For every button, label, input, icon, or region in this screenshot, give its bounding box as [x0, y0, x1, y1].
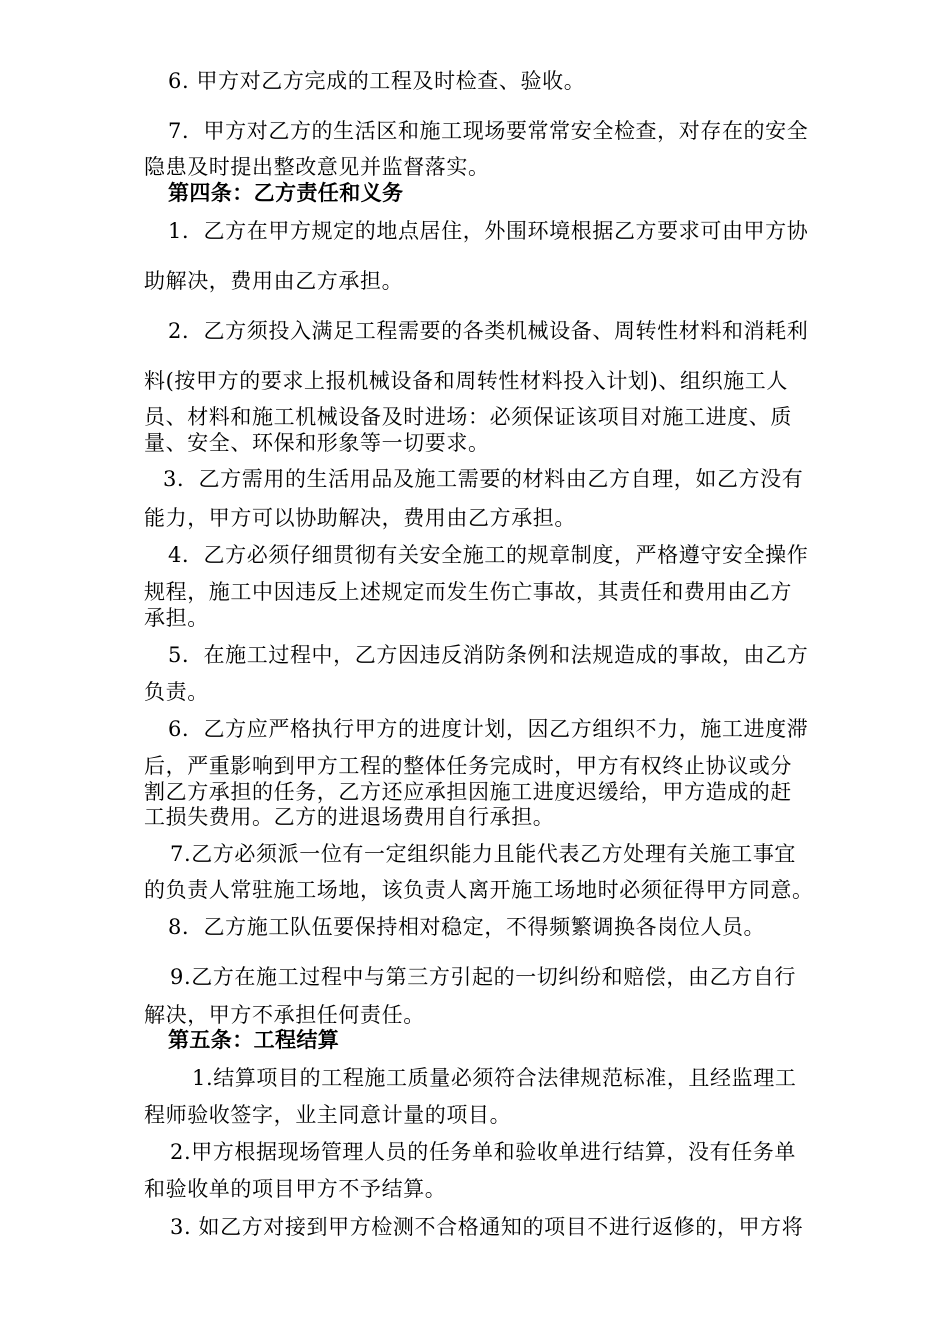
paragraph-line: 7．甲方对乙方的生活区和施工现场要常常安全检查，对存在的安全	[168, 119, 809, 143]
paragraph-line: 承担。	[144, 606, 209, 630]
paragraph-line: 4．乙方必须仔细贯彻有关安全施工的规章制度，严格遵守安全操作	[168, 543, 809, 567]
paragraph-line: 能力，甲方可以协助解决，费用由乙方承担。	[144, 506, 576, 530]
paragraph-line: 负责。	[144, 680, 209, 704]
paragraph-line: 2．乙方须投入满足工程需要的各类机械设备、周转性材料和消耗利	[168, 319, 809, 343]
paragraph-line: 6. 甲方对乙方完成的工程及时检查、验收。	[168, 69, 586, 93]
paragraph-line: 2.甲方根据现场管理人员的任务单和验收单进行结算，没有任务单	[170, 1140, 797, 1164]
paragraph-line: 员、材料和施工机械设备及时进场：必须保证该项目对施工进度、质	[144, 405, 792, 429]
paragraph-line: 6．乙方应严格执行甲方的进度计划，因乙方组织不力，施工进度滞	[168, 717, 809, 741]
paragraph-line: 和验收单的项目甲方不予结算。	[144, 1177, 447, 1201]
paragraph-line: 隐患及时提出整改意见并监督落实。	[144, 155, 490, 179]
paragraph-line: 1.结算项目的工程施工质量必须符合法律规范标准，且经监理工	[192, 1066, 797, 1090]
paragraph-line: 3．乙方需用的生活用品及施工需要的材料由乙方自理，如乙方没有	[163, 467, 804, 491]
paragraph-line: 助解决，费用由乙方承担。	[144, 269, 404, 293]
paragraph-line: 量、安全、环保和形象等一切要求。	[144, 431, 490, 455]
paragraph-line: 7.乙方必须派一位有一定组织能力且能代表乙方处理有关施工事宜	[170, 842, 797, 866]
paragraph-line: 后，严重影响到甲方工程的整体任务完成时，甲方有权终止协议或分	[144, 754, 792, 778]
paragraph-line: 解决，甲方不承担任何责任。	[144, 1003, 425, 1027]
paragraph-line: 3. 如乙方对接到甲方检测不合格通知的项目不进行返修的，甲方将	[170, 1215, 804, 1239]
article-heading: 第五条：工程结算	[168, 1028, 340, 1052]
paragraph-line: 割乙方承担的任务，乙方还应承担因施工进度迟缓给，甲方造成的赶	[144, 780, 792, 804]
paragraph-line: 工损失费用。乙方的进退场费用自行承担。	[144, 805, 555, 829]
paragraph-line: 程师验收签字，业主同意计量的项目。	[144, 1103, 512, 1127]
paragraph-line: 8．乙方施工队伍要保持相对稳定，不得频繁调换各岗位人员。	[168, 915, 766, 939]
article-heading: 第四条：乙方责任和义务	[168, 181, 404, 205]
paragraph-line: 的负责人常驻施工场地，该负责人离开施工场地时必须征得甲方同意。	[144, 878, 814, 902]
paragraph-line: 料(按甲方的要求上报机械设备和周转性材料投入计划)、组织施工人	[144, 369, 788, 393]
paragraph-line: 1．乙方在甲方规定的地点居住，外围环境根据乙方要求可由甲方协	[168, 219, 809, 243]
paragraph-line: 9.乙方在施工过程中与第三方引起的一切纠纷和赔偿，由乙方自行	[170, 965, 797, 989]
paragraph-line: 5．在施工过程中，乙方因违反消防条例和法规造成的事故，由乙方	[168, 643, 809, 667]
paragraph-line: 规程，施工中因违反上述规定而发生伤亡事故，其责任和费用由乙方	[144, 580, 792, 604]
